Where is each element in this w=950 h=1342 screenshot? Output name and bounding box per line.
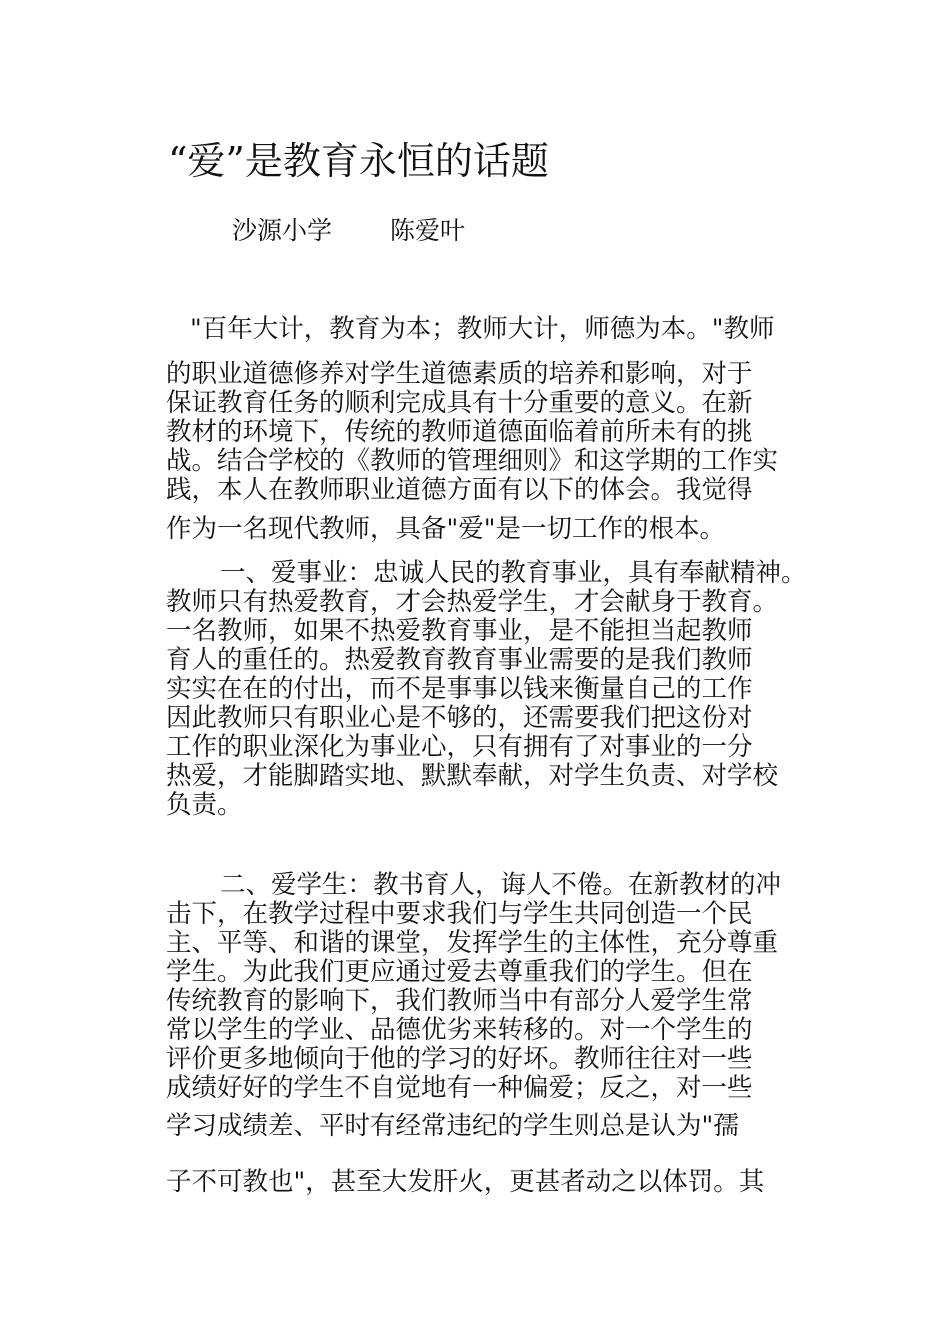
school-name: 沙源小学 <box>232 216 333 245</box>
body-line: 成绩好好的学生不自觉地有一种偏爱；反之，对一些 <box>166 1073 753 1103</box>
body-line: 战。结合学校的《教师的管理细则》和这学期的工作实 <box>166 446 779 476</box>
body-line: 因此教师只有职业心是不够的，还需要我们把这份对 <box>166 703 753 733</box>
body-line: 育人的重任的。热爱教育教育事业需要的是我们教师 <box>166 645 753 675</box>
document-title: “爱”是教育永恒的话题 <box>168 139 549 183</box>
body-line: 保证教育任务的顺利完成具有十分重要的意义。在新 <box>166 388 753 418</box>
body-line: 热爱，才能脚踏实地、默默奉献，对学生负责、对学校 <box>166 761 779 791</box>
body-line: 践，本人在教师职业道德方面有以下的体会。我觉得 <box>166 475 753 505</box>
body-line: 负责。 <box>166 790 243 820</box>
body-line: "百年大计，教育为本；教师大计，师德为本。"教师 <box>190 314 775 344</box>
body-line: 击下，在教学过程中要求我们与学生共同创造一个民 <box>166 899 753 929</box>
body-line: 主、平等、和谐的课堂，发挥学生的主体性，充分尊重 <box>166 928 779 958</box>
byline <box>232 215 465 247</box>
body-line: 传统教育的影响下，我们教师当中有部分人爱学生常 <box>166 986 753 1016</box>
body-line: 学生。为此我们更应通过爱去尊重我们的学生。但在 <box>166 957 753 987</box>
body-line: 教师只有热爱教育，才会热爱学生，才会献身于教育。 <box>166 587 779 617</box>
body-line: 实实在在的付出，而不是事事以钱来衡量自己的工作 <box>166 674 753 704</box>
body-line: 作为一名现代教师，具备"爱"是一切工作的根本。 <box>166 514 725 544</box>
author-name: 陈爱叶 <box>390 216 466 245</box>
body-line: 子不可教也"，甚至大发肝火，更甚者动之以体罚。其 <box>166 1167 765 1197</box>
body-line: 二、爱学生：教书育人，诲人不倦。在新教材的冲 <box>220 870 782 900</box>
body-line: 的职业道德修养对学生道德素质的培养和影响，对于 <box>166 359 753 389</box>
body-line: 评价更多地倾向于他的学习的好坏。教师往往对一些 <box>166 1044 753 1074</box>
body-line: 一、爱事业：忠诚人民的教育事业，具有奉献精神。 <box>220 558 807 588</box>
body-line: 教材的环境下，传统的教师道德面临着前所未有的挑 <box>166 417 753 447</box>
body-line: 学习成绩差、平时有经常违纪的学生则总是认为"孺 <box>166 1111 739 1141</box>
body-line: 常以学生的学业、品德优劣来转移的。对一个学生的 <box>166 1015 753 1045</box>
body-line: 一名教师，如果不热爱教育事业，是不能担当起教师 <box>166 616 753 646</box>
body-line: 工作的职业深化为事业心，只有拥有了对事业的一分 <box>166 732 753 762</box>
